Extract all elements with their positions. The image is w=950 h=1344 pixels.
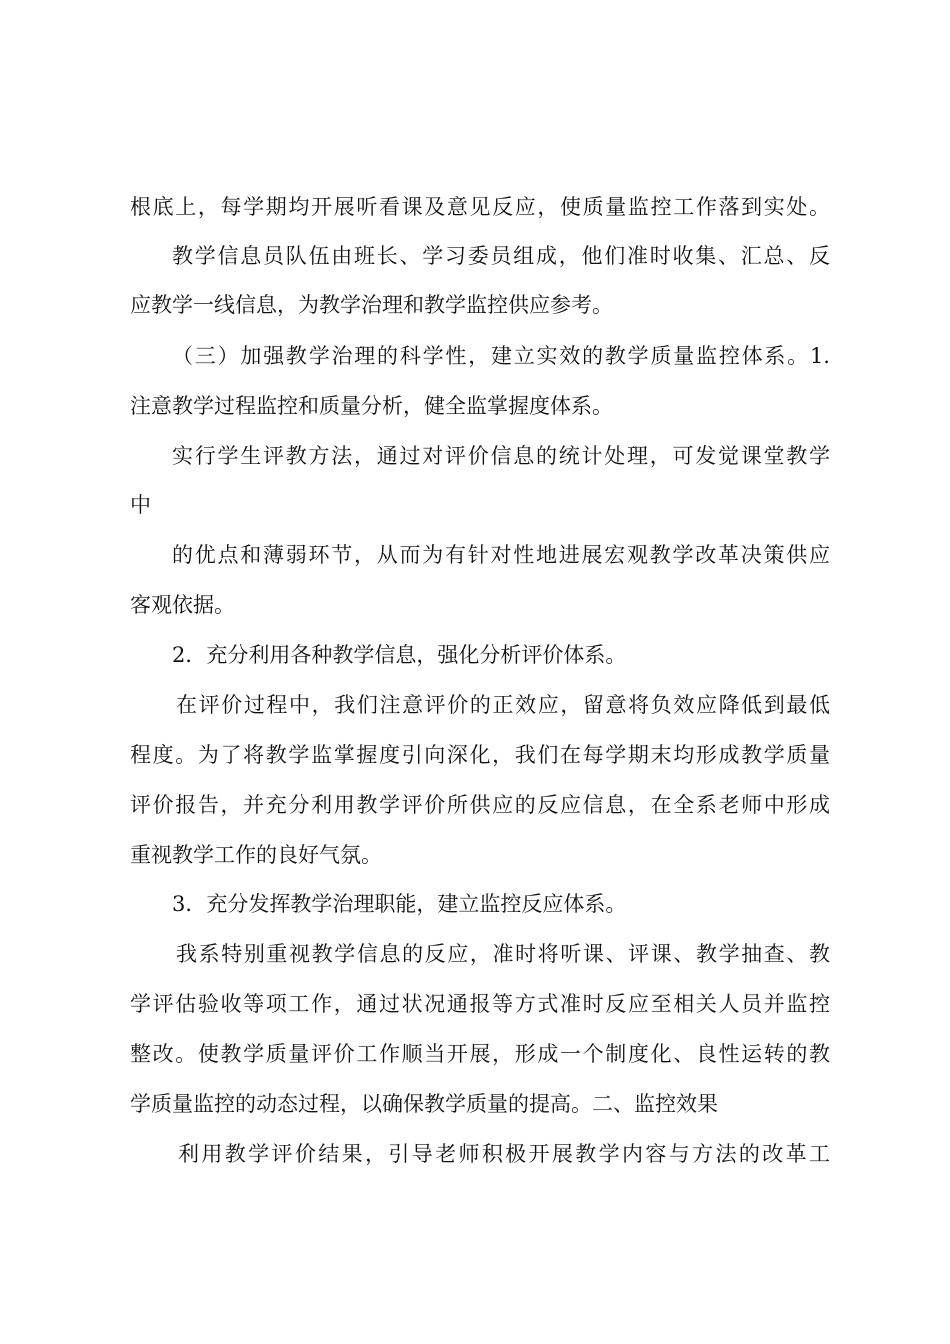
paragraph-line: 中 [130,493,151,517]
paragraph-line: 学质量监控的动态过程，以确保教学质量的提高。二、监控效果 [130,1092,718,1116]
paragraph-line: 的优点和薄弱环节，从而为有针对性地进展宏观教学改革决策供应 [172,543,830,567]
paragraph-line: 实行学生评教方法，通过对评价信息的统计处理，可发觉课堂教学 [172,444,830,468]
paragraph-line: 整改。使教学质量评价工作顺当开展，形成一个制度化、良性运转的教 [130,1042,830,1066]
paragraph-line: 2．充分利用各种教学信息，强化分析评价体系。 [172,643,627,667]
paragraph-line: 我系特别重视教学信息的反应，准时将听课、评课、教学抽查、教 [176,942,830,966]
paragraph-line: （三）加强教学治理的科学性，建立实效的教学质量监控体系。1. [172,344,830,368]
paragraph-line: 程度。为了将教学监掌握度引向深化，我们在每学期末均形成教学质量 [130,743,830,767]
paragraph-line: 客观依据。 [130,593,235,617]
paragraph-line: 在评价过程中，我们注意评价的正效应，留意将负效应降低到最低 [176,693,830,717]
paragraph-line: 3．充分发挥教学治理职能，建立监控反应体系。 [172,892,627,916]
paragraph-line: 注意教学过程监控和质量分析，健全监掌握度体系。 [130,394,613,418]
paragraph-line: 利用教学评价结果，引导老师积极开展教学内容与方法的改革工 [178,1142,830,1166]
paragraph-line: 评价报告，并充分利用教学评价所供应的反应信息，在全系老师中形成 [130,793,830,817]
paragraph-line: 应教学一线信息，为教学治理和教学监控供应参考。 [130,293,613,317]
paragraph-line: 教学信息员队伍由班长、学习委员组成，他们准时收集、汇总、反 [172,244,830,268]
paragraph-line: 学评估验收等项工作，通过状况通报等方式准时反应至相关人员并监控 [130,992,830,1016]
paragraph-line: 根底上，每学期均开展听看课及意见反应，使质量监控工作落到实处。 [130,195,830,219]
paragraph-line: 重视教学工作的良好气氛。 [130,843,382,867]
